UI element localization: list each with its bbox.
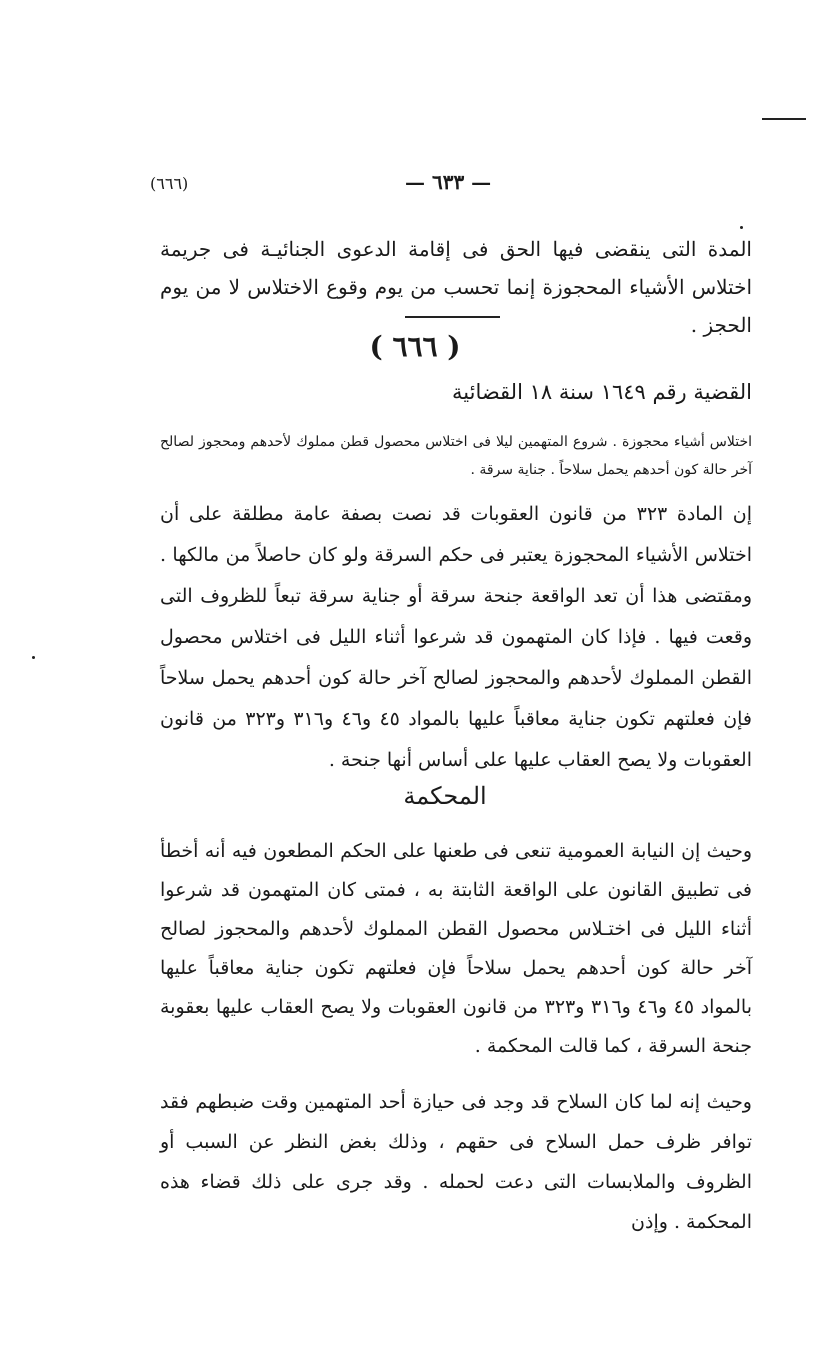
legal-principle-paragraph: إن المادة ٣٢٣ من قانون العقوبات قد نصت بصفة عامة مطلقة على أن اختلاس الأشياء المحجوزة يعتبر فى حكم السرقة ولو كان حاصلاً من مالكها . ومقتضى هذا أن تعد الواقعة جنحة سرقة أو جناية سرقة تبعاً للظروف التى وقعت فيها . فإذا كان المتهمون قد شرعوا أثناء الليل فى اختلاس محصول القطن المملوك لأحدهم والمحجوز لصالح آخر حالة كون أحدهم يحمل سلاحاً فإن فعلتهم تكون جناية معاقباً عليها بالمواد ٤٥ و٤٦ و٣١٦ و٣٢٣ من قانون العقوبات ولا يصح العقاب عليها على أساس أنها جنحة . bbox=[160, 503, 753, 771]
reasoning-paragraph-1: وحيث إن النيابة العمومية تنعى فى طعنها على الحكم المطعون فيه أنه أخطأ فى تطبيق القانون على الواقعة الثابتة به ، فمتى كان المتهمون قد شرعوا أثناء الليل فى اختـلاس محصول القطن المملوك لأحدهم والمحجوز لصالح آخر حالة كون أحدهم يحمل سلاحاً فإن فعلتهم تكون جناية معاقباً عليها بالمواد ٤٥ و٤٦ و٣١٦ و٣٢٣ من قانون العقوبات ولا يصح العقاب عليها بعقوبة جنحة السرقة ، كما قالت المحكمة . bbox=[160, 840, 753, 1057]
page-header bbox=[150, 170, 710, 200]
reasoning-paragraph-2: وحيث إنه لما كان السلاح قد وجد فى حيازة أحد المتهمين وقت ضبطهم فقد توافر ظرف حمل السلاح فى حقهم ، وذلك بغض النظر عن السبب أو الظروف والملابسات التى دعت لحمله . وقد جرى على ذلك قضاء هذه المحكمة . وإذن bbox=[160, 1091, 752, 1233]
header-case-reference: (٦٦٦) bbox=[150, 174, 189, 193]
court-heading: المحكمة bbox=[403, 782, 487, 810]
case-summary: اختلاس أشياء محجوزة . شروع المتهمين ليلا فى اختلاس محصول قطن مملوك لأحدهم ومحجوز لصالح آخر حالة كون أحدهم يحمل سلاحاً . جناية سرقة . bbox=[160, 434, 752, 478]
section-divider bbox=[405, 316, 500, 318]
scan-speck bbox=[740, 226, 743, 229]
case-title: القضية رقم ١٦٤٩ سنة ١٨ القضائية bbox=[452, 380, 752, 404]
case-number-heading: ( ٦٦٦ ) bbox=[369, 330, 461, 363]
scan-speck bbox=[32, 656, 35, 659]
lead-paragraph: المدة التى ينقضى فيها الحق فى إقامة الدعوى الجنائيـة فى جريمة اختلاس الأشياء المحجوزة إنما تحسب من يوم وقوع الاختلاس لا من يوم الحجز . bbox=[160, 237, 752, 337]
edge-rule-mark bbox=[762, 118, 806, 120]
page-number: — ٦٣٣ — bbox=[405, 170, 492, 194]
